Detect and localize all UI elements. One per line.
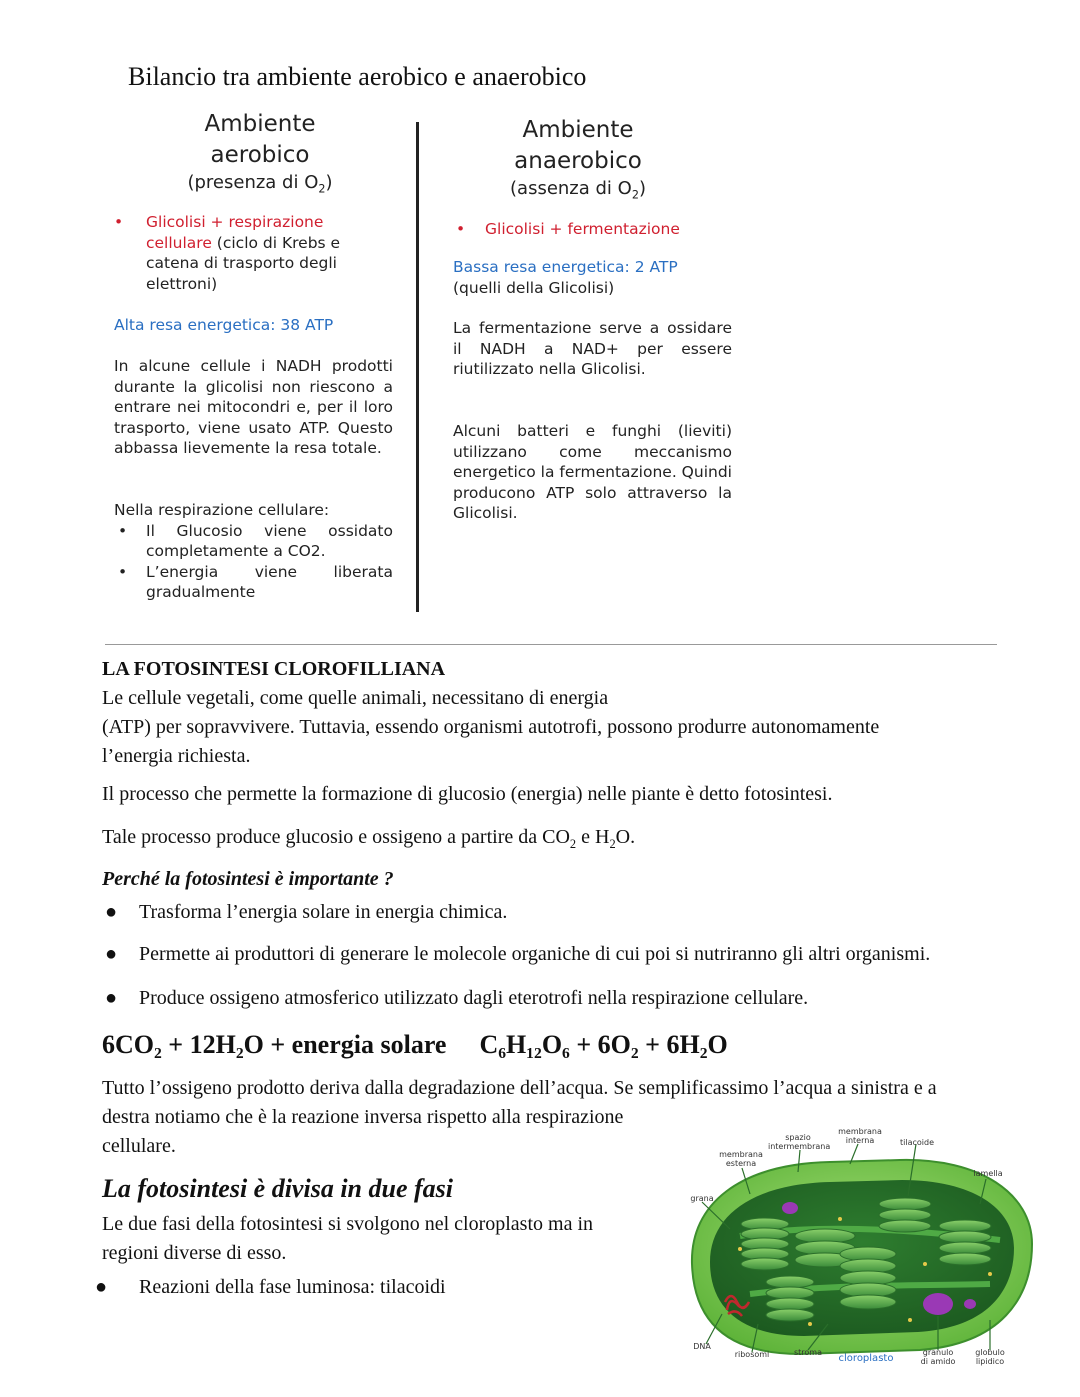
label-globulo-lipidico: globulo lipidico xyxy=(975,1348,1005,1366)
photo-title: LA FOTOSINTESI CLOROFILLIANA xyxy=(102,658,446,680)
aerobic-process-detail: (ciclo di Krebs e catena di trasporto degli elettroni) xyxy=(146,233,341,293)
bullet-icon: • xyxy=(118,562,128,581)
anaerobic-yield-block xyxy=(453,257,733,298)
label-dna: DNA xyxy=(693,1342,711,1351)
phase-bullet: ● Reazioni della fase luminosa: tilacoidi xyxy=(139,1273,446,1302)
anaerobic-process: Glicolisi + fermentazione xyxy=(485,220,680,238)
resp-item: • L’energia viene liberata gradualmente xyxy=(118,562,393,602)
equation xyxy=(102,1030,728,1060)
photo-para4: Tutto l’ossigeno prodotto deriva dalla degradazione dell’acqua. Se semplificassimo l’acqua a sinistra e a destra notiamo che è la reazione inversa rispetto alla respirazione cellulare. xyxy=(102,1077,937,1157)
aerobic-resp xyxy=(114,500,393,603)
aerobic-heading xyxy=(160,109,360,202)
aerobic-bullet xyxy=(114,212,394,294)
bullet-icon: ● xyxy=(95,1276,108,1298)
label-lamella: lamella xyxy=(973,1169,1003,1178)
bullet-icon: ● xyxy=(105,987,118,1009)
anaerobic-heading xyxy=(478,115,678,208)
photo-question: Perché la fotosintesi è importante ? xyxy=(102,868,394,890)
aerobic-note: In alcune cellule i NADH prodotti durante la glicolisi non riescono a entrare nei mitocondri e, per il loro trasporto, viene usato ATP. Questo abbassa lievemente la resa totale. xyxy=(114,357,393,458)
label-cloroplasto: cloroplasto xyxy=(838,1353,894,1364)
photo-para1: Le cellule vegetali, come quelle animali, necessitano di energia (ATP) per sopravvivere. Tuttavia, essendo organismi autotrofi, possono produrre autonomamente l’energia richiesta. xyxy=(102,687,880,767)
aerobic-subheading: (presenza di $O_2$) xyxy=(187,172,333,196)
photo-para3: Tale processo produce glucosio e ossigeno a partire da $CO_2$ e $H_2O$. xyxy=(102,826,636,851)
section-divider xyxy=(105,644,997,645)
anaerobic-yield-note: (quelli della Glicolisi) xyxy=(453,278,615,297)
equation-reactants: 6CO₂ + 12H₂O + energia solare xyxy=(102,1030,447,1059)
bullet-icon: ● xyxy=(105,901,118,923)
section-title: Bilancio tra ambiente aerobico e anaerobico xyxy=(128,62,587,91)
bullet-icon: • xyxy=(456,220,466,238)
phases-title: La fotosintesi è divisa in due fasi xyxy=(102,1174,453,1203)
label-spazio-intermembrana: spazio intermembrana xyxy=(768,1133,831,1151)
label-grana: grana xyxy=(690,1194,714,1203)
label-tilacoide: tilacoide xyxy=(900,1138,934,1147)
chloroplast-diagram xyxy=(680,1124,1040,1374)
anaerobic-subheading: (assenza di $O_2$) xyxy=(510,178,646,202)
photo-bullet: ● Produce ossigeno atmosferico utilizzato dagli eterotrofi nella respirazione cellulare. xyxy=(139,984,808,1013)
photo-bullet: ● Trasforma l’energia solare in energia chimica. xyxy=(139,898,507,927)
bullet-icon: ● xyxy=(105,943,118,965)
photo-para2: Il processo che permette la formazione di glucosio (energia) nelle piante è detto fotosintesi. xyxy=(102,783,833,805)
phases-text: Le due fasi della fotosintesi si svolgono nel cloroplasto ma in regioni diverse di esso. xyxy=(102,1213,594,1264)
resp-intro: Nella respirazione cellulare: xyxy=(114,501,330,519)
bullet-icon: • xyxy=(114,213,124,231)
column-divider xyxy=(416,122,419,612)
equation-products: C₆H₁₂O₆ + 6O₂ + 6H₂O xyxy=(479,1030,728,1059)
aerobic-heading-line2: aerobico xyxy=(210,142,310,168)
bacteria-note: Alcuni batteri e funghi (lieviti) utilizzano come meccanismo energetico la fermentazione. Quindi producono ATP solo attraverso la Glicolisi. xyxy=(453,422,732,523)
label-membrana-interna: membrana interna xyxy=(838,1127,882,1145)
fermentation-note: La fermentazione serve a ossidare il NADH a NAD+ per essere riutilizzato nella Glicolisi. xyxy=(453,319,732,379)
label-stroma: stroma xyxy=(793,1348,822,1357)
anaerobic-heading-line1: Ambiente xyxy=(522,117,634,143)
anaerobic-heading-line2: anaerobico xyxy=(514,148,642,174)
label-membrana-esterna: membrana esterna xyxy=(719,1150,763,1168)
aerobic-heading-line1: Ambiente xyxy=(204,111,316,137)
resp-item: • Il Glucosio viene ossidato completamente a CO2. xyxy=(118,521,393,561)
label-granulo-amido: granulo di amido xyxy=(920,1348,956,1366)
anaerobic-yield: Bassa resa energetica: 2 ATP xyxy=(453,258,678,276)
anaerobic-bullet xyxy=(453,219,733,240)
photo-bullet: ● Permette ai produttori di generare le molecole organiche di cui poi si nutriranno gli altri organismi. xyxy=(139,940,930,969)
label-ribosomi: ribosomi xyxy=(734,1350,770,1359)
aerobic-yield: Alta resa energetica: 38 ATP xyxy=(114,316,334,334)
bullet-icon: • xyxy=(118,521,128,540)
aerobic-process: Glicolisi + respirazione cellulare xyxy=(146,213,324,252)
